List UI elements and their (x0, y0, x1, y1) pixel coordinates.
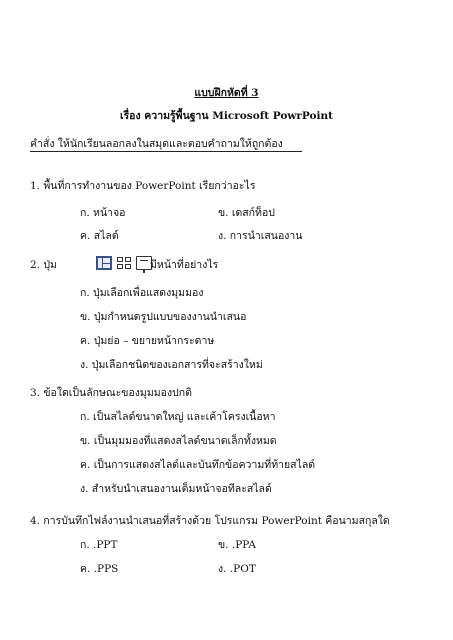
q3-option-a: ก. เป็นสไลด์ขนาดใหญ่ และเค้าโครงเนื้อหา (80, 411, 276, 423)
view-buttons-group (96, 256, 152, 270)
q2-option-b: ข. ปุ่มกำหนดรูปแบบของงานนำเสนอ (80, 311, 247, 323)
q3-option-b: ข. เป็นมุมมองที่แสดงสไลด์ขนาดเล็กทั้งหมด (80, 435, 277, 447)
question-1: 1. พื้นที่การทำงานของ PowerPoint เรียกว่าอะไร (30, 180, 256, 192)
q4-option-d: ง. .POT (218, 563, 256, 575)
question-4: 4. การบันทึกไฟล์งานนำเสนอที่สร้างด้วย โปรแกรม PowerPoint คือนามสกุลใด (30, 515, 390, 527)
question-2-suffix: มีหน้าที่อย่างไร (150, 259, 219, 271)
q3-option-d: ง. สำหรับนำเสนองานเต็มหน้าจอทีละสไลด์ (80, 483, 272, 495)
q1-option-d: ง. การนำเสนองาน (218, 230, 303, 242)
q2-option-a: ก. ปุ่มเลือกเพื่อแสดงมุมมอง (80, 287, 204, 299)
instruction-text: คำสั่ง ให้นักเรียนลอกลงในสมุดและตอบคำถามให้ถูกต้อง (30, 138, 283, 150)
slide-sorter-icon (116, 256, 132, 270)
worksheet-title: แบบฝึกหัดที่ 3 (194, 87, 259, 99)
q1-option-a: ก. หน้าจอ (80, 207, 126, 219)
q3-option-c: ค. เป็นการแสดงสไลด์และบันทึกข้อความที่ท้ายสไลด์ (80, 459, 316, 471)
question-2-prefix: 2. ปุ่ม (30, 259, 57, 271)
question-3: 3. ข้อใดเป็นลักษณะของมุมมองปกติ (30, 387, 192, 399)
q2-option-c: ค. ปุ่มย่อ – ขยายหน้ากระดาษ (80, 335, 215, 347)
q4-option-a: ก. .PPT (80, 539, 118, 551)
q4-option-b: ข. .PPA (218, 539, 256, 551)
q1-option-b: ข. เดสก์ท็อป (218, 207, 275, 219)
answer-line (30, 151, 302, 152)
normal-view-icon (96, 256, 112, 270)
worksheet-subtitle: เรื่อง ความรู้พื้นฐาน Microsoft PowrPoint (119, 110, 334, 122)
q2-option-d: ง. ปุ่มเลือกชนิดของเอกสารที่จะสร้างใหม่ (80, 359, 263, 371)
q1-option-c: ค. สไลด์ (80, 230, 119, 242)
q4-option-c: ค. .PPS (80, 563, 119, 575)
